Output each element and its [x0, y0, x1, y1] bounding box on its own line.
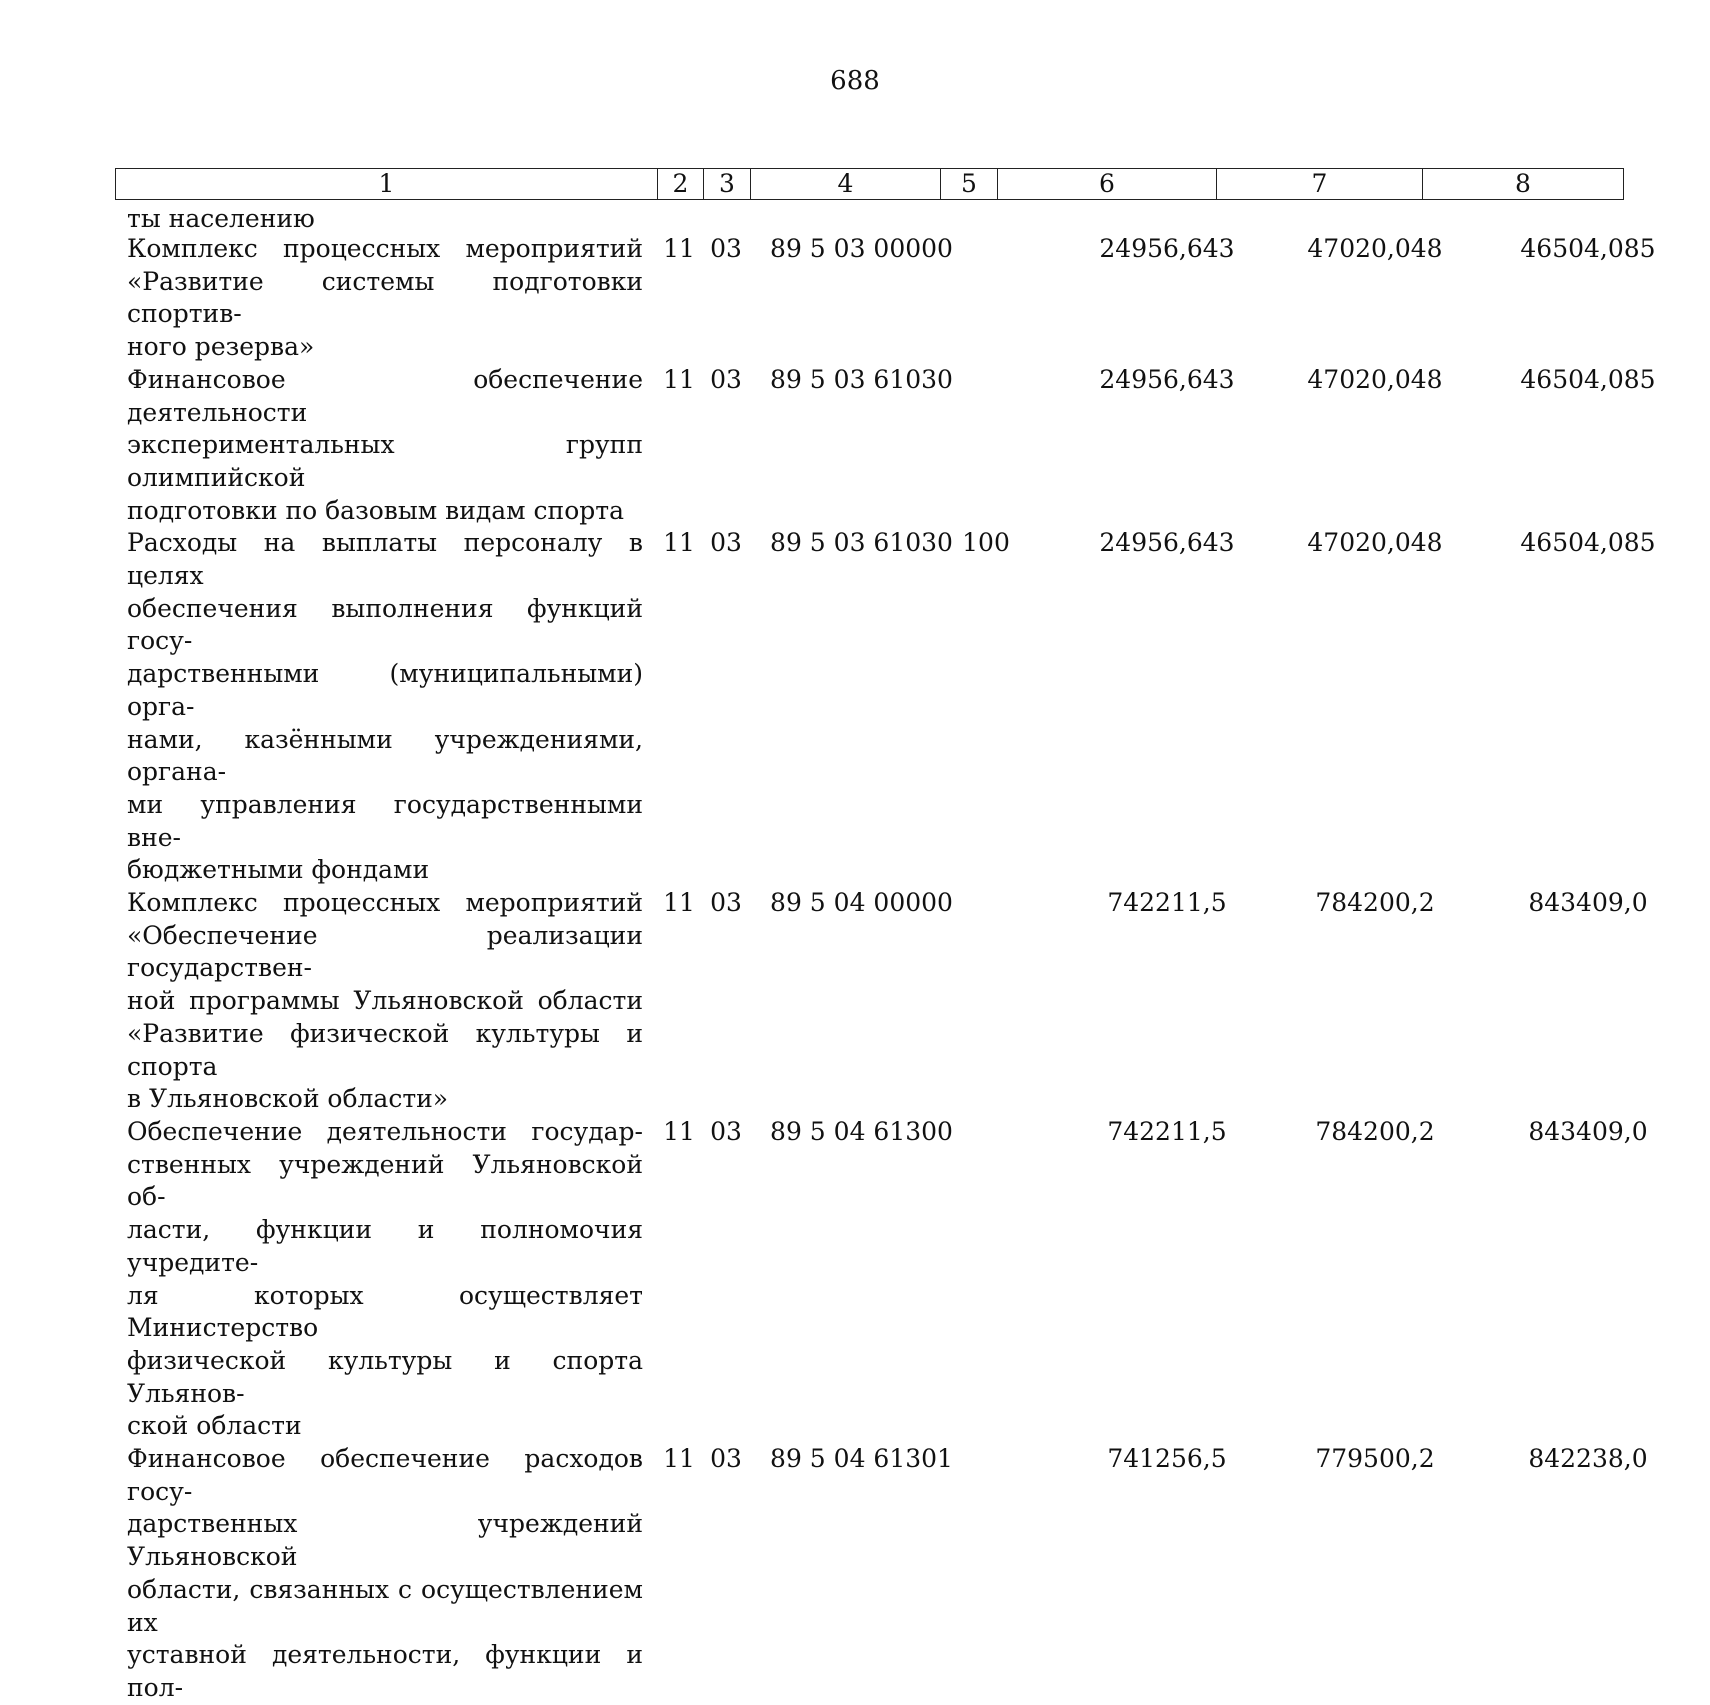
column-header-6: 6 — [998, 169, 1217, 200]
description-line: в Ульяновской области» — [127, 1084, 449, 1114]
subsection-code: 03 — [710, 1116, 742, 1146]
description-line: экспериментальных групп олимпийской — [127, 430, 643, 492]
subsection-code: 03 — [710, 888, 742, 918]
section-code: 11 — [663, 1116, 695, 1146]
description-line: ственных учреждений Ульяновской об- — [127, 1149, 643, 1212]
target-article-code: 89 5 04 00000 — [770, 888, 953, 918]
subsection-code: 03 — [710, 364, 742, 394]
table-row — [115, 887, 1648, 1116]
description-line: уставной деятельности, функции и пол- — [127, 1640, 643, 1702]
section-code: 11 — [663, 364, 695, 394]
row-description — [115, 887, 643, 1116]
section-code: 11 — [663, 1444, 695, 1474]
table-row — [115, 364, 1656, 528]
description-line: ми управления государственными вне- — [127, 789, 643, 852]
amount-col-8: 46504,085 — [1520, 364, 1656, 394]
target-article-code: 89 5 03 00000 — [770, 234, 953, 263]
row-description — [115, 233, 643, 364]
budget-table-body — [115, 203, 1656, 1705]
description-line: области, связанных с осуществлением их — [127, 1574, 643, 1637]
target-article-code: 89 5 04 61301 — [770, 1444, 953, 1474]
target-article-code: 89 5 04 61300 — [770, 1116, 953, 1146]
subsection-code: 03 — [710, 234, 742, 263]
continuation-text: ты населению — [127, 204, 315, 233]
amount-col-8: 46504,085 — [1520, 528, 1656, 558]
description-line: нами, казёнными учреждениями, органа- — [127, 724, 643, 787]
description-line: обеспечения выполнения функций госу- — [127, 593, 643, 656]
row-description — [115, 527, 643, 887]
description-line: «Развитие физической культуры и спорта — [127, 1018, 643, 1081]
amount-col-6: 741256,5 — [1107, 1444, 1227, 1474]
column-header-5: 5 — [941, 169, 998, 200]
column-header-8: 8 — [1423, 169, 1624, 200]
description-line: Комплекс процессных мероприятий — [127, 234, 643, 263]
table-row — [115, 527, 1656, 887]
section-code: 11 — [663, 528, 695, 558]
column-header-7: 7 — [1217, 169, 1423, 200]
description-line: ласти, функции и полномочия учредите- — [127, 1215, 643, 1277]
amount-col-7: 784200,2 — [1315, 1116, 1435, 1146]
amount-col-7: 47020,048 — [1307, 234, 1443, 263]
description-line: Комплекс процессных мероприятий — [127, 888, 643, 918]
description-line: Финансовое обеспечение расходов госу- — [127, 1444, 643, 1506]
description-line: Финансовое обеспечение деятельности — [127, 364, 643, 427]
description-line: дарственных учреждений Ульяновской — [127, 1509, 643, 1572]
description-line: ного резерва» — [127, 332, 315, 362]
column-header-3: 3 — [704, 169, 751, 200]
description-line: дарственными (муниципальными) орга- — [127, 659, 643, 721]
amount-col-7: 47020,048 — [1307, 528, 1443, 558]
amount-col-6: 742211,5 — [1107, 888, 1227, 918]
description-line: бюджетными фондами — [127, 855, 430, 885]
amount-col-8: 843409,0 — [1528, 888, 1648, 918]
amount-col-7: 784200,2 — [1315, 888, 1435, 918]
subsection-code: 03 — [710, 528, 742, 558]
section-code: 11 — [663, 234, 695, 263]
row-description — [115, 1116, 643, 1443]
expense-type-code: 100 — [962, 528, 1010, 558]
target-article-code: 89 5 03 61030 — [770, 364, 953, 394]
column-header-2: 2 — [658, 169, 704, 200]
description-line: Расходы на выплаты персоналу в целях — [127, 528, 643, 591]
amount-col-7: 779500,2 — [1315, 1444, 1435, 1474]
continuation-row — [115, 203, 1623, 233]
amount-col-8: 46504,085 — [1520, 234, 1656, 263]
description-line: подготовки по базовым видам спорта — [127, 495, 624, 525]
subsection-code: 03 — [710, 1444, 742, 1474]
description-line: ной программы Ульяновской области — [127, 986, 643, 1016]
column-header-row — [115, 168, 1624, 200]
description-line: «Обеспечение реализации государствен- — [127, 920, 643, 983]
row-description — [115, 1443, 643, 1705]
amount-col-6: 24956,643 — [1099, 364, 1235, 394]
section-code: 11 — [663, 888, 695, 918]
table-row — [115, 1443, 1648, 1705]
description-line: ской области — [127, 1411, 302, 1441]
target-article-code: 89 5 03 61030 — [770, 528, 953, 558]
description-line: физической культуры и спорта Ульянов- — [127, 1345, 643, 1408]
description-line: Обеспечение деятельности государ- — [127, 1116, 643, 1146]
table-row — [115, 233, 1656, 364]
table-row — [115, 1116, 1648, 1443]
amount-col-6: 24956,643 — [1099, 234, 1235, 263]
column-header-4: 4 — [751, 169, 941, 200]
column-header-1: 1 — [116, 169, 658, 200]
description-line: ля которых осуществляет Министерство — [127, 1280, 643, 1343]
amount-col-6: 24956,643 — [1099, 528, 1235, 558]
amount-col-6: 742211,5 — [1107, 1116, 1227, 1146]
amount-col-7: 47020,048 — [1307, 364, 1443, 394]
amount-col-8: 842238,0 — [1528, 1444, 1648, 1474]
row-description — [115, 364, 643, 528]
amount-col-8: 843409,0 — [1528, 1116, 1648, 1146]
page-number: 688 — [830, 66, 880, 96]
description-line: «Развитие системы подготовки спортив- — [127, 266, 643, 329]
